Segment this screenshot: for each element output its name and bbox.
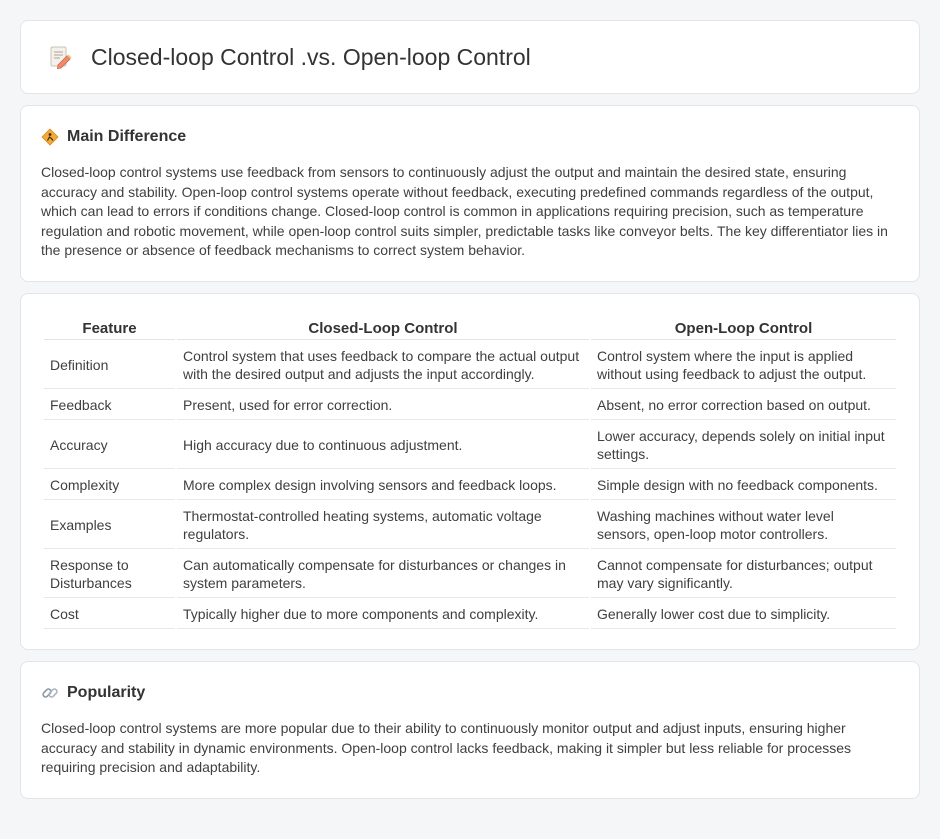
table-header-row — [44, 316, 896, 340]
open-loop-cell: Lower accuracy, depends solely on initial input settings. — [591, 422, 896, 469]
header-card — [20, 20, 920, 94]
closed-loop-cell: High accuracy due to continuous adjustment. — [177, 422, 589, 469]
open-loop-cell: Control system where the input is applied without using feedback to adjust the output. — [591, 342, 896, 389]
popularity-title: Popularity — [67, 683, 146, 701]
column-header-open-loop: Open-Loop Control — [591, 316, 896, 340]
column-header-closed-loop: Closed-Loop Control — [177, 316, 589, 340]
feature-cell: Response to Disturbances — [44, 551, 175, 598]
table-row — [44, 342, 896, 389]
popularity-heading — [41, 684, 899, 702]
table-row — [44, 471, 896, 500]
closed-loop-cell: More complex design involving sensors and feedback loops. — [177, 471, 589, 500]
diamond-sign-icon — [41, 128, 59, 146]
main-difference-heading — [41, 128, 899, 146]
table-row — [44, 551, 896, 598]
table-row — [44, 502, 896, 549]
table-row — [44, 600, 896, 629]
popularity-text: Closed-loop control systems are more popular due to their ability to continuously monitor output and adjust inputs, ensuring higher accuracy and stability in dynamic environments. Open-loop control lacks feedback, making it simpler but less reliable for processes requiring precision and adaptability. — [41, 719, 852, 776]
popularity-card — [20, 661, 920, 799]
column-header-feature: Feature — [44, 316, 175, 340]
main-difference-text: Closed-loop control systems use feedback from sensors to continuously adjust the output and maintain the desired state, ensuring accuracy and stability. Open-loop control systems operate without feedback, executing predefined commands regardless of the output, which can lead to errors if conditions change. Closed-loop control is common in applications requiring precision, such as temperature regulation and robotic movement, while open-loop control suits simpler, predictable tasks like conveyor belts. The key differentiator lies in the presence or absence of feedback mechanisms to correct system behavior. — [41, 164, 888, 259]
open-loop-cell: Washing machines without water level sensors, open-loop motor controllers. — [591, 502, 896, 549]
feature-cell: Accuracy — [44, 422, 175, 469]
closed-loop-cell: Can automatically compensate for disturbances or changes in system parameters. — [177, 551, 589, 598]
main-difference-title: Main Difference — [67, 128, 187, 145]
document-pencil-icon — [47, 44, 73, 70]
closed-loop-cell: Control system that uses feedback to compare the actual output with the desired output and adjusts the input accordingly. — [177, 342, 589, 389]
feature-cell: Complexity — [44, 471, 175, 500]
link-icon — [41, 684, 59, 702]
feature-cell: Examples — [44, 502, 175, 549]
main-difference-card — [20, 105, 920, 282]
comparison-table-card — [20, 293, 920, 650]
closed-loop-cell: Present, used for error correction. — [177, 391, 589, 420]
feature-cell: Feedback — [44, 391, 175, 420]
open-loop-cell: Absent, no error correction based on output. — [591, 391, 896, 420]
open-loop-cell: Simple design with no feedback components. — [591, 471, 896, 500]
closed-loop-cell: Typically higher due to more components and complexity. — [177, 600, 589, 629]
comparison-table — [42, 314, 898, 631]
open-loop-cell: Cannot compensate for disturbances; output may vary significantly. — [591, 551, 896, 598]
table-row — [44, 391, 896, 420]
table-row — [44, 422, 896, 469]
feature-cell: Definition — [44, 342, 175, 389]
closed-loop-cell: Thermostat-controlled heating systems, automatic voltage regulators. — [177, 502, 589, 549]
page-title: Closed-loop Control .vs. Open-loop Control — [91, 43, 531, 70]
feature-cell: Cost — [44, 600, 175, 629]
open-loop-cell: Generally lower cost due to simplicity. — [591, 600, 896, 629]
